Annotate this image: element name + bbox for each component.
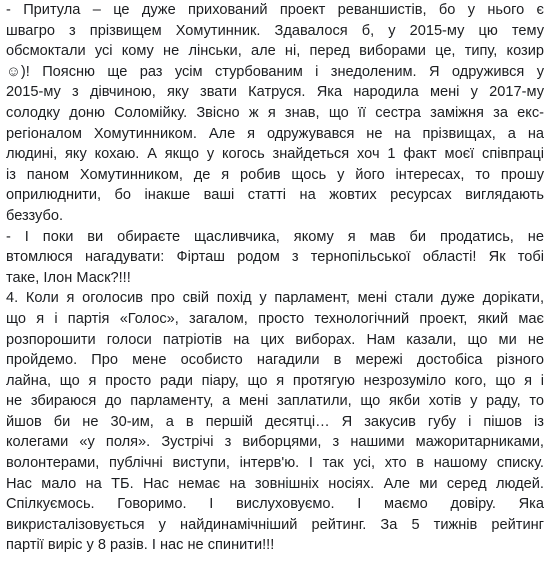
post-line: таке, Ілон Маск?!!! xyxy=(6,269,131,286)
post-line: обсмоктали усі кому не лінськи, але ні, перед виборами це, типу, козир xyxy=(6,43,544,60)
post-line: волонтерами, публічні виступи, інтерв'ю. І так усі, хто в нашому списку. xyxy=(6,455,544,472)
post-line: не збираюся до парламенту, а мені заплатили, що якби хотів у раду, то xyxy=(6,393,544,410)
post-line: колегами «у поля». Зустрічі з виборцями, з нашими мажоритарниками, xyxy=(6,434,544,451)
post-line: розпорошити голоси патріотів на цих виборах. Нам казали, що ми не xyxy=(6,331,544,348)
post-line: партії виріс у 8 разів. І нас не спинити!!! xyxy=(6,537,275,554)
post-line: швагро з прізвищем Хомутинник. Здавалося б, у 2015-му цю тему xyxy=(6,22,544,39)
post-line: 4. Коли я оголосив про свій похід у парламент, мені стали дуже дорікати, xyxy=(6,290,544,307)
post-line: оприлюднити, бо інакше ваші статті на жовтих ресурсах виглядають xyxy=(6,187,544,204)
post-line: Нас мало на ТБ. Нас немає на зовнішніх носіях. Але ми серед людей. xyxy=(6,475,544,492)
post-line: пройдемо. Про мене особисто нагадили в мережі достобіса різного xyxy=(6,352,544,369)
post-line: людині, яку кохаю. А якщо у когось знайдеться хоч 1 факт моєї співпраці xyxy=(6,146,544,163)
post-line: ☺)! Поясню ще раз усім стурбованим і знедоленим. Я одружився у xyxy=(6,63,544,80)
post-line: викристалізовується у найдинамічніший рейтинг. За 5 тижнів рейтинг xyxy=(6,516,544,533)
post-line: що я і партія «Голос», загалом, просто технологічний проект, який має xyxy=(6,310,544,327)
post-line: із паном Хомутинником, де я робив щось у його інтересах, то прошу xyxy=(6,166,544,183)
post-line: регіоналом Хомутинником. Але я одружувався не на прізвищах, а на xyxy=(6,125,544,142)
post-line: йшов би не 30-им, а в першій десятці… Я закусив губу і пішов із xyxy=(6,413,544,430)
post-line: лайна, що я просто ради піару, що я протягую незрозуміло кого, що я і xyxy=(6,372,544,389)
post-line: солодку доню Соломійку. Звісно ж я знав, що її сестра заміжня за екс- xyxy=(6,104,544,121)
post-line: - І поки ви обираєте щасливчика, якому я мав би продатись, не xyxy=(6,228,544,245)
post-line: - Притула – це дуже прихований проект реваншистів, бо у нього є xyxy=(6,2,544,18)
post-line: Спілкуємось. Говоримо. І вислуховуємо. І маємо довіру. Яка xyxy=(6,496,544,513)
post-line: 2015-му з дівчиною, яку звати Катруся. Яка народила мені у 2017-му xyxy=(6,84,544,101)
post-line: втомлюся нагадувати: Фірташ родом з тернопільської області! Як тобі xyxy=(6,249,544,266)
post-line: беззубо. xyxy=(6,207,64,224)
